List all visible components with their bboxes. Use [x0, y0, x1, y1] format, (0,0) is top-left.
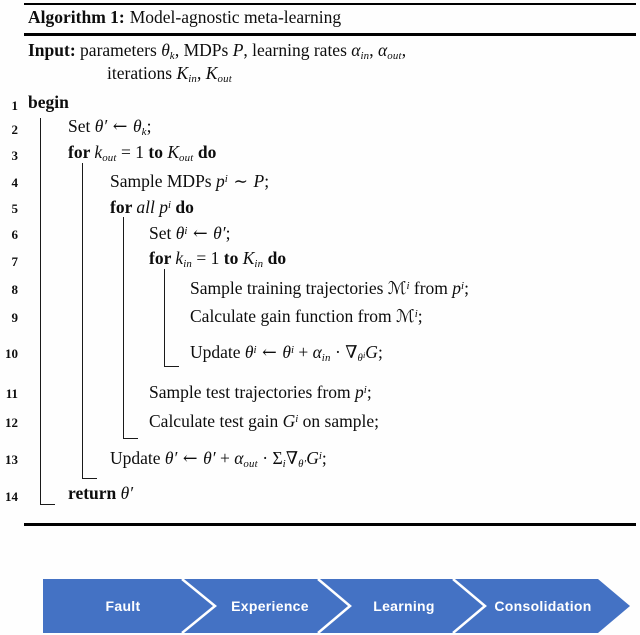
text-segment: on sample; — [298, 411, 379, 432]
text-segment: i — [363, 384, 367, 396]
text-segment: Update — [190, 342, 245, 363]
stage-label-consolidation: Consolidation — [494, 598, 592, 614]
text-segment: Set — [149, 223, 176, 244]
text-segment: Sample training trajectories — [190, 278, 388, 299]
text-segment: iterations — [107, 63, 177, 83]
text-segment: ; — [264, 171, 270, 192]
line-content — [190, 303, 423, 328]
text-segment: for — [68, 142, 95, 162]
text-segment: α — [312, 342, 322, 363]
block-scope-line-outer-for — [82, 163, 97, 479]
algorithm-caption — [28, 7, 341, 28]
text-segment: k — [94, 142, 103, 162]
text-segment: θ′ — [203, 448, 216, 469]
line-number: 3 — [11, 148, 18, 163]
line-content — [110, 168, 269, 193]
text-segment: p — [452, 278, 462, 299]
process-flow-svg — [43, 579, 633, 633]
process-flow-diagram — [43, 579, 633, 633]
text-segment: G — [306, 448, 319, 469]
text-segment: p — [159, 197, 169, 218]
block-scope-line-inner-for — [164, 269, 179, 367]
text-segment: p — [355, 382, 364, 403]
text-segment: out — [243, 458, 258, 471]
text-segment: α — [351, 40, 361, 60]
text-segment: to — [148, 142, 163, 162]
line-number: 4 — [11, 175, 18, 190]
text-segment: i — [461, 280, 465, 292]
text-segment: i — [253, 344, 257, 356]
text-segment: θ — [161, 40, 170, 60]
text-segment: , learning rates — [243, 40, 352, 60]
text-segment: θ — [357, 352, 363, 365]
text-segment: for — [110, 197, 137, 218]
algo-line-1 — [0, 91, 640, 115]
text-segment: k — [169, 50, 175, 63]
text-segment: ℳ — [396, 307, 415, 328]
text-segment: i — [282, 458, 286, 471]
text-segment: i — [184, 225, 188, 237]
text-segment: all — [136, 197, 160, 218]
line-content — [149, 220, 230, 245]
algo-line-2 — [0, 115, 640, 139]
text-segment: i — [318, 450, 322, 462]
text-segment: + — [215, 448, 235, 469]
text-segment: out — [179, 152, 194, 165]
text-segment: θ′ — [298, 458, 307, 471]
text-segment: θ — [244, 342, 254, 363]
line-content — [68, 115, 151, 143]
text-segment: ∼ — [227, 172, 254, 193]
text-segment: Sample MDPs — [110, 171, 216, 192]
line-content — [68, 482, 133, 504]
text-segment: do — [267, 248, 287, 268]
text-segment: ; — [417, 306, 423, 327]
text-segment: · — [330, 342, 346, 363]
text-segment: return — [68, 483, 121, 503]
text-segment: ∇ — [345, 343, 358, 364]
text-segment: p — [215, 171, 225, 192]
text-segment: in — [183, 258, 193, 271]
text-segment: k — [175, 248, 184, 268]
text-segment: i — [414, 308, 418, 320]
text-segment: i — [168, 199, 172, 211]
text-segment: in — [188, 73, 198, 86]
line-number: 12 — [5, 415, 18, 430]
text-segment: P — [232, 40, 244, 60]
text-segment: i — [224, 173, 228, 185]
text-segment: K — [242, 248, 255, 268]
text-segment: i — [290, 344, 294, 356]
text-segment: , MDPs — [174, 40, 233, 60]
text-segment: ; — [146, 116, 152, 136]
line-content — [28, 91, 69, 113]
algorithm-bottom-rule — [24, 523, 636, 526]
text-segment: α — [234, 448, 244, 469]
text-segment: G — [282, 411, 296, 432]
text-segment: K — [205, 63, 218, 83]
text-segment: ; — [377, 342, 383, 363]
text-segment: Set — [68, 116, 95, 136]
text-segment: ; — [321, 448, 327, 469]
text-segment: out — [217, 73, 232, 86]
text-segment: , — [401, 40, 407, 60]
text-segment: to — [223, 248, 239, 268]
line-content — [149, 408, 379, 432]
text-segment: do — [197, 142, 217, 162]
text-segment: in — [360, 50, 370, 63]
stage-label-learning: Learning — [373, 598, 435, 614]
text-segment: Calculate test gain — [149, 411, 283, 432]
text-segment: Input: — [28, 40, 76, 60]
block-scope-line-begin — [40, 118, 55, 505]
line-content — [190, 275, 469, 300]
line-number: 14 — [5, 489, 18, 504]
algorithm-top-rule — [24, 3, 636, 5]
text-segment: , — [369, 40, 379, 60]
text-segment: from — [409, 278, 453, 299]
text-segment: ← — [187, 224, 214, 245]
text-segment: θ — [132, 116, 142, 136]
text-segment: ; — [225, 223, 231, 244]
text-segment: θ′ — [213, 223, 226, 244]
text-segment: out — [387, 50, 402, 63]
algorithm-caption-rule — [24, 33, 636, 36]
text-segment: ; — [464, 278, 469, 299]
text-segment: do — [175, 197, 194, 218]
text-segment: θ′ — [164, 448, 178, 469]
text-segment: ; — [366, 382, 372, 403]
line-number: 9 — [11, 310, 18, 325]
text-segment: i — [406, 280, 410, 292]
stage-label-fault: Fault — [105, 598, 141, 614]
stage-label-experience: Experience — [231, 598, 309, 614]
text-segment: α — [378, 40, 388, 60]
line-content — [110, 445, 327, 475]
text-segment: θ — [282, 342, 291, 363]
text-segment: Sample test trajectories from — [149, 382, 356, 403]
text-segment: K — [176, 63, 189, 83]
line-content — [110, 194, 194, 218]
text-segment: P — [253, 171, 265, 192]
line-number: 7 — [11, 254, 18, 269]
text-segment: Calculate gain function from — [190, 306, 397, 327]
text-segment: ← — [107, 117, 133, 137]
text-segment: = 1 — [116, 142, 149, 162]
text-segment: i — [362, 351, 366, 361]
text-segment: θ′ — [120, 483, 134, 503]
algo-line-14 — [0, 482, 640, 506]
algorithm-input-line — [107, 62, 232, 90]
line-number: 6 — [11, 227, 18, 242]
text-segment: in — [254, 258, 264, 271]
line-number: 10 — [5, 346, 18, 361]
block-scope-line-forall — [123, 217, 138, 439]
text-segment: ← — [256, 343, 283, 364]
line-number: 1 — [11, 98, 18, 113]
text-segment: θ — [175, 223, 185, 244]
text-segment: G — [365, 342, 378, 363]
line-number: 2 — [11, 122, 18, 137]
text-segment: K — [167, 142, 180, 162]
algo-line-3 — [0, 141, 640, 165]
text-segment: Update — [110, 448, 165, 469]
text-segment: parameters — [75, 40, 162, 60]
text-segment: for — [149, 248, 176, 268]
line-content — [190, 339, 383, 369]
text-segment: ← — [177, 449, 204, 470]
line-content — [149, 379, 372, 403]
text-segment: ∇ — [285, 449, 299, 470]
text-segment: ℳ — [387, 279, 407, 300]
algorithm-caption-label: Algorithm 1: — [28, 7, 125, 27]
line-number: 11 — [5, 386, 18, 401]
text-segment: begin — [28, 92, 69, 112]
text-segment: θ′ — [94, 116, 108, 136]
text-segment: out — [102, 152, 117, 165]
line-number: 5 — [11, 201, 18, 216]
text-segment: k — [141, 126, 147, 139]
text-segment: i — [295, 413, 299, 425]
text-segment: · Σ — [257, 448, 283, 469]
algorithm-caption-title: Model-agnostic meta-learning — [129, 7, 342, 27]
line-number: 13 — [5, 452, 18, 467]
text-segment: = 1 — [192, 248, 224, 268]
text-segment: , — [197, 63, 206, 83]
text-segment: in — [321, 352, 331, 365]
text-segment: + — [293, 342, 313, 363]
line-number: 8 — [11, 282, 18, 297]
